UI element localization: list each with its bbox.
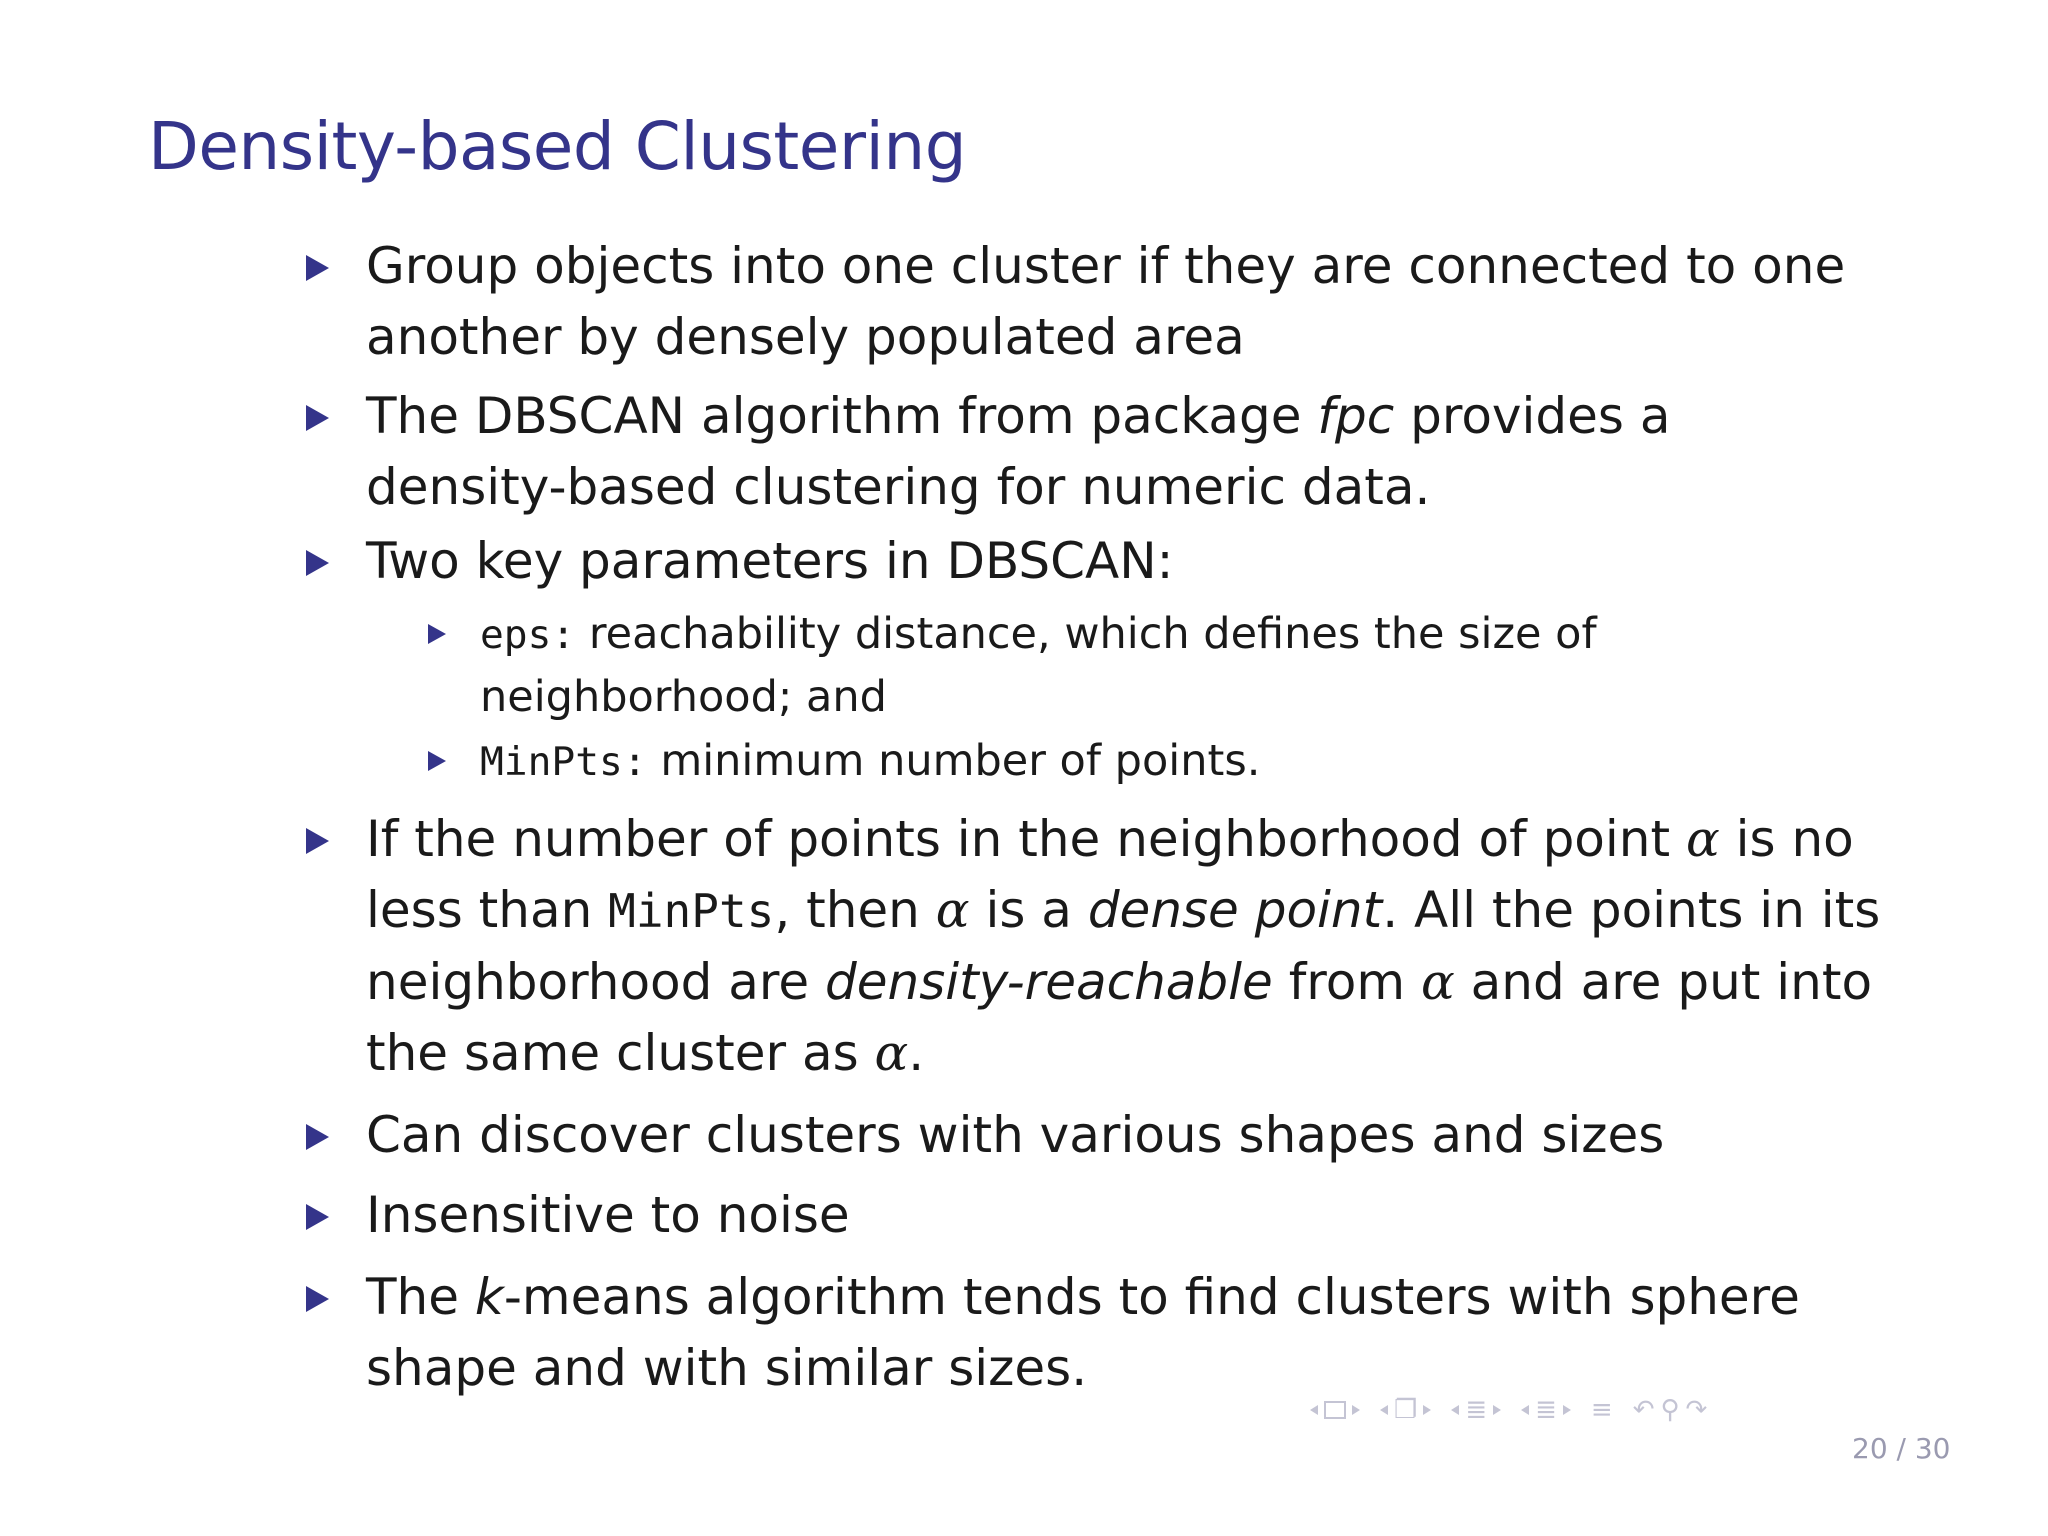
alpha-symbol: α xyxy=(935,881,970,939)
bullet-line xyxy=(366,804,1880,875)
section-icon[interactable]: ≣ xyxy=(1465,1395,1488,1425)
bullet-marker-icon xyxy=(306,828,329,854)
slide-title: Density-based Clustering xyxy=(148,108,967,185)
text-run: neighborhood are xyxy=(366,953,826,1011)
subsubsection-nav[interactable] xyxy=(1521,1395,1571,1425)
bullet-marker-icon xyxy=(306,1124,329,1150)
sub-bullet-marker-icon xyxy=(428,751,446,771)
bullet-marker-icon xyxy=(306,550,329,576)
subsection-next-icon[interactable] xyxy=(1423,1405,1431,1415)
text-run: is a xyxy=(969,881,1088,939)
bullet-kmeans xyxy=(366,1262,1800,1404)
bullet-line xyxy=(366,1018,1880,1089)
code-eps: eps: xyxy=(480,612,576,658)
bullet-line xyxy=(366,947,1880,1018)
search-icon[interactable]: ⚲ xyxy=(1660,1395,1680,1425)
text-run: . xyxy=(908,1024,925,1082)
subitem-eps xyxy=(480,603,1597,728)
emphasis-k: k xyxy=(474,1268,504,1326)
frame-prev-icon[interactable] xyxy=(1310,1405,1318,1415)
forward-icon[interactable]: ↷ xyxy=(1685,1395,1708,1425)
bullet-line: shape and with similar sizes. xyxy=(366,1339,1088,1397)
bullet-shapes-sizes xyxy=(366,1100,1664,1171)
subsubsection-prev-icon[interactable] xyxy=(1521,1405,1529,1415)
subitem-line xyxy=(480,603,1597,666)
frame-next-icon[interactable] xyxy=(1352,1405,1360,1415)
beamer-navigation-bar xyxy=(1310,1390,1721,1430)
text-run: reachability distance, which defines the size of xyxy=(575,609,1597,659)
text-run: The DBSCAN algorithm from package xyxy=(366,387,1318,445)
bullet-line: Insensitive to noise xyxy=(366,1186,850,1244)
text-run: is no xyxy=(1719,810,1854,868)
alpha-symbol: α xyxy=(874,1024,909,1082)
align-icon[interactable]: ≡ xyxy=(1590,1395,1613,1425)
subsection-icon[interactable]: ❐ xyxy=(1394,1395,1418,1425)
bullet-key-parameters xyxy=(366,526,1173,597)
section-next-icon[interactable] xyxy=(1493,1405,1501,1415)
subitem-minpts xyxy=(480,730,1260,793)
alpha-symbol: α xyxy=(1685,810,1720,868)
bullet-noise xyxy=(366,1180,850,1251)
text-run: less than xyxy=(366,881,609,939)
document-nav[interactable] xyxy=(1591,1395,1613,1425)
bullet-dbscan-fpc xyxy=(366,381,1671,523)
subsection-prev-icon[interactable] xyxy=(1380,1405,1388,1415)
code-minpts: MinPts: xyxy=(480,739,647,785)
bullet-marker-icon xyxy=(306,255,329,281)
text-run: The xyxy=(366,1268,475,1326)
text-run: minimum number of points. xyxy=(646,736,1261,786)
text-run: , then xyxy=(774,881,936,939)
subsection-nav[interactable] xyxy=(1380,1395,1431,1425)
text-run: the same cluster as xyxy=(366,1024,875,1082)
bullet-dense-point xyxy=(366,804,1880,1089)
subsubsection-icon[interactable]: ≣ xyxy=(1535,1395,1557,1425)
subsubsection-next-icon[interactable] xyxy=(1563,1405,1571,1415)
text-run: and are put into xyxy=(1454,953,1873,1011)
text-run: If the number of points in the neighborhood of point xyxy=(366,810,1686,868)
bullet-marker-icon xyxy=(306,405,329,431)
bullet-line xyxy=(366,875,1880,947)
text-run: provides a xyxy=(1394,387,1671,445)
bullet-line: density-based clustering for numeric data. xyxy=(366,458,1431,516)
bullet-line: Group objects into one cluster if they are connected to one xyxy=(366,237,1846,295)
bullet-group-objects xyxy=(366,231,1845,373)
alpha-symbol: α xyxy=(1420,953,1455,1011)
text-run: . All the points in its xyxy=(1382,881,1881,939)
code-minpts: MinPts xyxy=(608,884,775,938)
bullet-marker-icon xyxy=(306,1204,329,1230)
subitem-line: neighborhood; and xyxy=(480,672,887,722)
bullet-line: Two key parameters in DBSCAN: xyxy=(366,532,1174,590)
bullet-line xyxy=(366,1262,1800,1333)
bullet-line xyxy=(366,381,1671,452)
bullet-line: Can discover clusters with various shapes and sizes xyxy=(366,1106,1665,1164)
text-run: from xyxy=(1272,953,1421,1011)
section-prev-icon[interactable] xyxy=(1451,1405,1459,1415)
section-nav[interactable] xyxy=(1451,1395,1501,1425)
history-nav[interactable] xyxy=(1633,1395,1708,1425)
subitem-line xyxy=(480,730,1260,793)
emphasis-density-reachable: density-reachable xyxy=(825,953,1273,1011)
sub-bullet-marker-icon xyxy=(428,624,446,644)
frame-box-icon[interactable] xyxy=(1324,1401,1346,1419)
page-number: 20 / 30 xyxy=(1852,1432,1951,1465)
text-run: -means algorithm tends to find clusters with sphere xyxy=(503,1268,1800,1326)
back-icon[interactable]: ↶ xyxy=(1632,1395,1655,1425)
package-name: fpc xyxy=(1317,387,1395,445)
emphasis-dense-point: dense point xyxy=(1087,881,1383,939)
bullet-marker-icon xyxy=(306,1286,329,1312)
bullet-line: another by densely populated area xyxy=(366,308,1245,366)
frame-nav[interactable] xyxy=(1310,1401,1360,1419)
